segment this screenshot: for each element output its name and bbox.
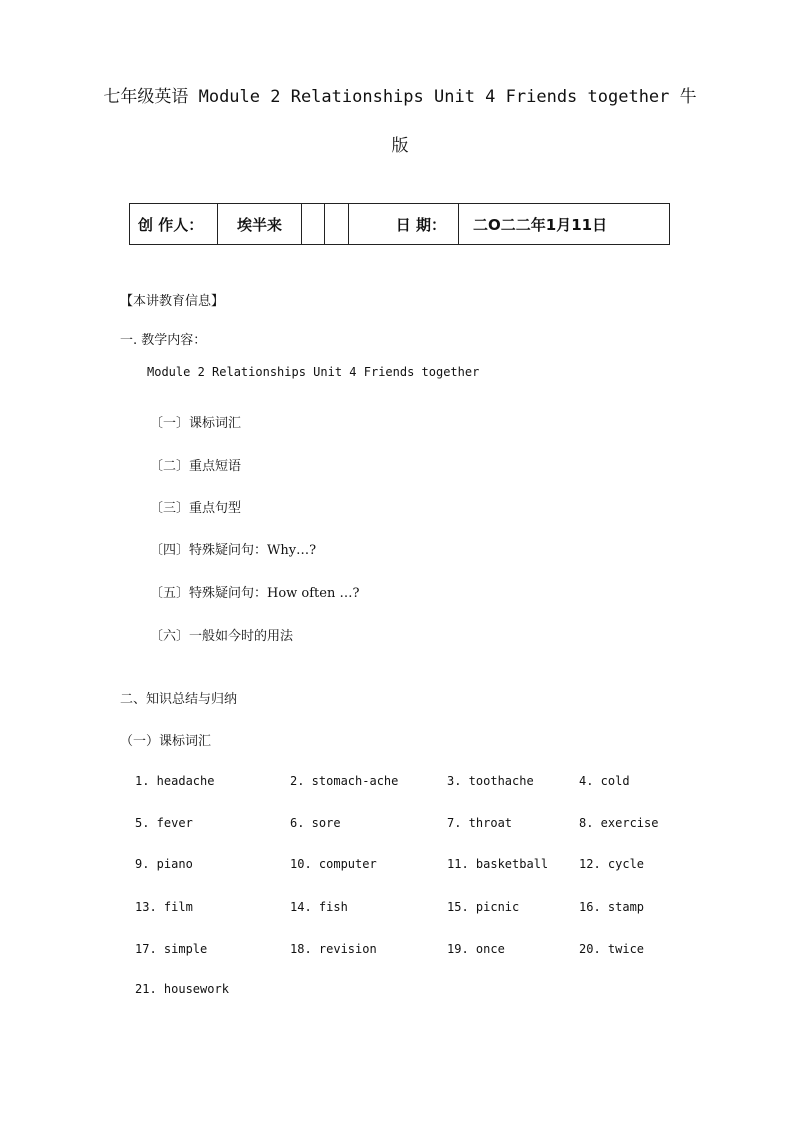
- section1-heading: 一. 教学内容：: [120, 333, 207, 348]
- section2-subheading: （一）课标词汇: [120, 734, 212, 749]
- vocab-item: 19. once: [447, 942, 505, 956]
- content-item-6: 〔六〕一般如今时的用法: [150, 629, 294, 644]
- vocab-item: 14. fish: [290, 900, 348, 914]
- vocab-item: 16. stamp: [579, 900, 645, 914]
- vocab-item: 13. film: [135, 900, 193, 914]
- document-title-line1: 七年级英语 Module 2 Relationships Unit 4 Friends together 牛: [103, 87, 697, 107]
- document-title-line2: 版: [391, 136, 409, 156]
- content-item-4: 〔四〕特殊疑问句：Why…?: [150, 543, 317, 558]
- vocab-item: 21. housework: [135, 982, 229, 996]
- date-label: 日 期：: [349, 204, 459, 244]
- vocab-item: 7. throat: [447, 816, 513, 830]
- vocab-item: 11. basketball: [447, 857, 549, 871]
- vocab-item: 15. picnic: [447, 900, 520, 914]
- section-info-header: 【本讲教育信息】: [120, 294, 225, 309]
- content-item-2: 〔二〕重点短语: [150, 459, 242, 474]
- vocab-item: 10. computer: [290, 857, 377, 871]
- info-table: [129, 203, 670, 245]
- vocab-item: 20. twice: [579, 942, 645, 956]
- vocab-item: 8. exercise: [579, 816, 659, 830]
- date-value: 二O二二年1月11日: [473, 215, 608, 234]
- author-label: 创 作人：: [130, 204, 218, 244]
- vocab-item: 6. sore: [290, 816, 341, 830]
- section2-heading: 二、知识总结与归纳: [120, 692, 238, 707]
- vocab-item: 18. revision: [290, 942, 377, 956]
- vocab-item: 2. stomach-ache: [290, 774, 399, 788]
- section1-subtitle: Module 2 Relationships Unit 4 Friends together: [147, 365, 480, 379]
- vocab-item: 1. headache: [135, 774, 215, 788]
- vocab-item: 4. cold: [579, 774, 630, 788]
- vocab-item: 17. simple: [135, 942, 208, 956]
- vocab-item: 12. cycle: [579, 857, 645, 871]
- blank-cell-1: [302, 204, 325, 244]
- content-item-5: 〔五〕特殊疑问句：How often …?: [150, 586, 360, 601]
- blank-cell-2: [325, 204, 349, 244]
- vocab-item: 3. toothache: [447, 774, 534, 788]
- content-item-1: 〔一〕课标词汇: [150, 416, 242, 431]
- content-item-3: 〔三〕重点句型: [150, 501, 242, 516]
- vocab-item: 9. piano: [135, 857, 193, 871]
- author-name: 埃半来: [218, 204, 302, 244]
- vocab-item: 5. fever: [135, 816, 193, 830]
